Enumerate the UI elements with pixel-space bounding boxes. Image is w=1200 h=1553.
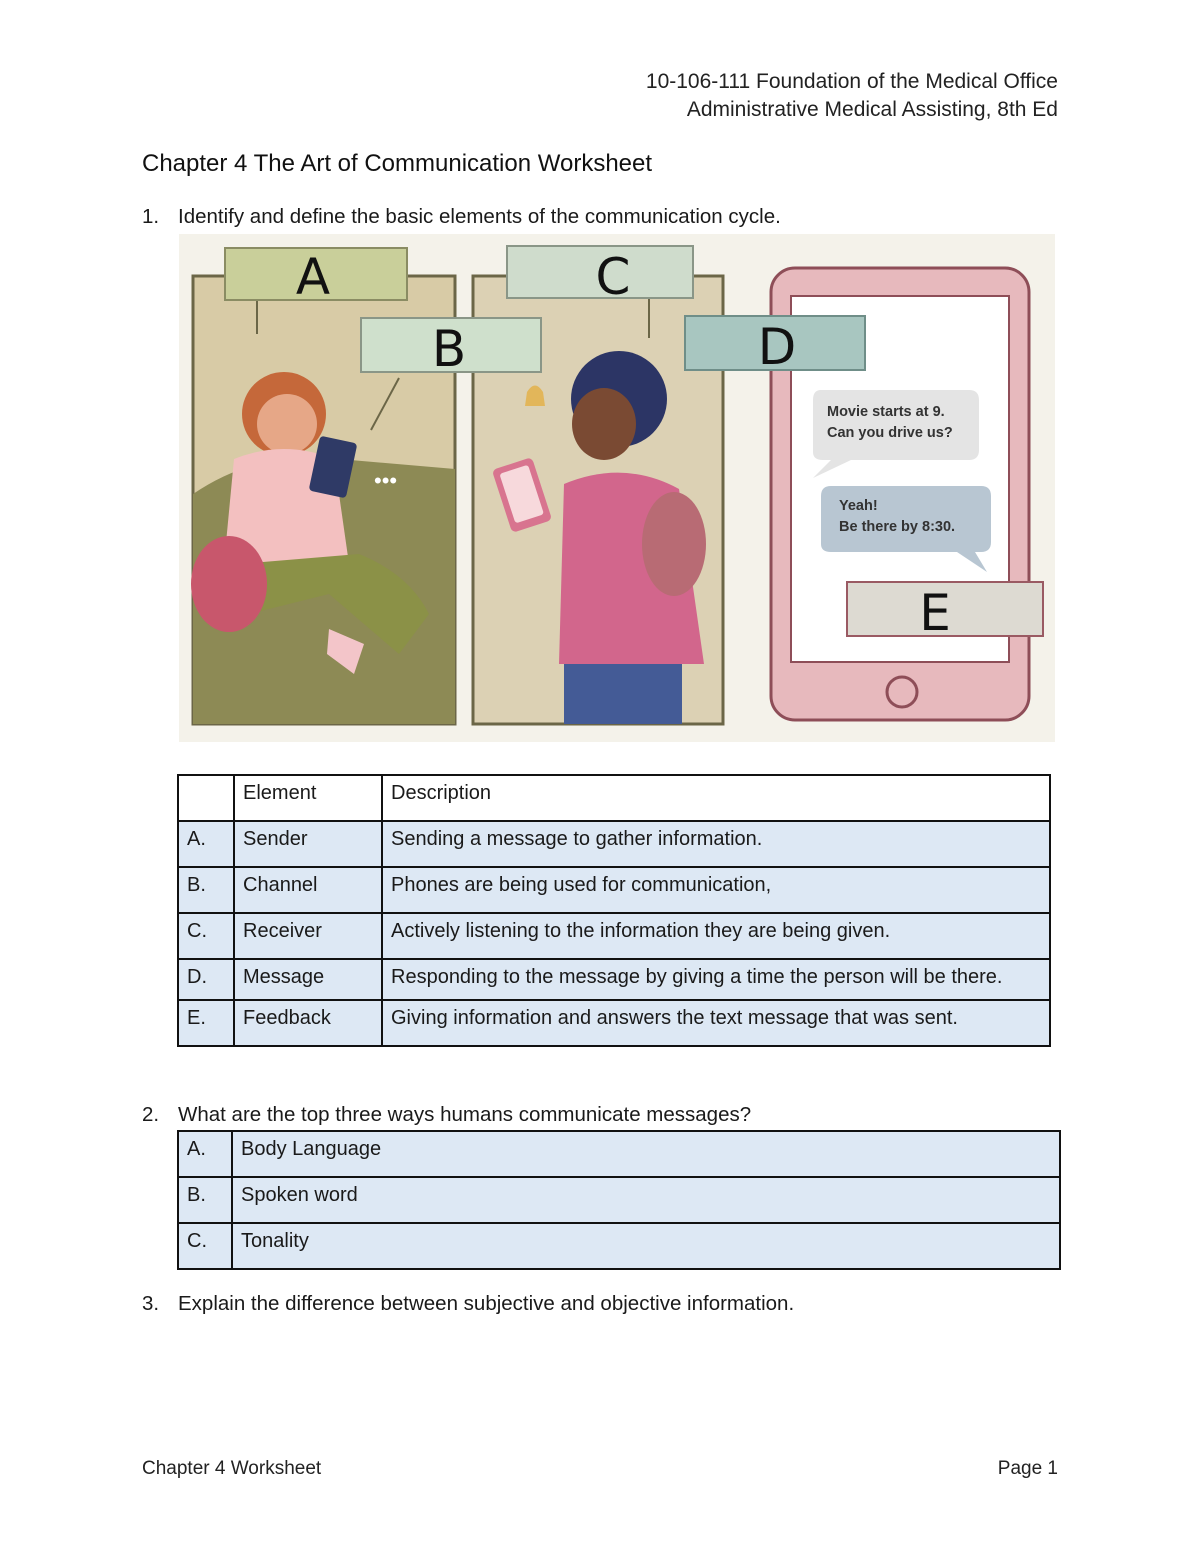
element-cell: Feedback (234, 1000, 382, 1046)
table-row (178, 1177, 1060, 1223)
header-cell: Element (234, 775, 382, 821)
table-header-row (178, 775, 1050, 821)
communication-cycle-illustration (179, 234, 1055, 742)
textbook-line: Administrative Medical Assisting, 8th Ed (686, 98, 1058, 121)
label-a: A (295, 248, 331, 306)
table-row (178, 821, 1050, 867)
question-2 (142, 1103, 751, 1127)
question-number: 2. (142, 1103, 160, 1126)
label-d: D (757, 318, 797, 376)
question-3 (142, 1292, 794, 1316)
table-row (178, 913, 1050, 959)
worksheet-title: Chapter 4 The Art of Communication Worksheet (142, 150, 653, 177)
row-letter: B. (178, 1177, 232, 1223)
document-header (646, 68, 1058, 124)
table-row (178, 867, 1050, 913)
elements-table (177, 774, 1051, 1047)
header-cell: Description (382, 775, 1050, 821)
question-1 (142, 205, 781, 229)
description-cell[interactable]: Phones are being used for communication, (382, 867, 1050, 913)
question-number: 3. (142, 1292, 160, 1315)
row-letter: C. (178, 913, 234, 959)
bubble-1-line-1: Movie starts at 9. (827, 404, 945, 420)
answer-cell[interactable]: Tonality (232, 1223, 1060, 1269)
label-c: C (595, 248, 631, 306)
row-letter: A. (178, 821, 234, 867)
question-number: 1. (142, 205, 160, 228)
row-letter: A. (178, 1131, 232, 1177)
description-cell[interactable]: Responding to the message by giving a time the person will be there. (382, 959, 1050, 1000)
header-cell (178, 775, 234, 821)
table-row (178, 1131, 1060, 1177)
bubble-2-line-1: Yeah! (839, 498, 878, 514)
answer-cell[interactable]: Body Language (232, 1131, 1060, 1177)
label-b: B (431, 320, 467, 378)
row-letter: D. (178, 959, 234, 1000)
bubble-1-line-2: Can you drive us? (827, 425, 953, 441)
question-text: What are the top three ways humans communicate messages? (178, 1103, 752, 1126)
question-text: Identify and define the basic elements of the communication cycle. (178, 205, 781, 228)
description-cell[interactable]: Actively listening to the information they are being given. (382, 913, 1050, 959)
element-cell: Sender (234, 821, 382, 867)
typing-indicator: ••• (374, 468, 398, 493)
question-text: Explain the difference between subjective and objective information. (178, 1292, 795, 1315)
communication-ways-table (177, 1130, 1061, 1270)
table-row (178, 1000, 1050, 1046)
description-cell[interactable]: Giving information and answers the text message that was sent. (382, 1000, 1050, 1046)
element-cell: Channel (234, 867, 382, 913)
row-letter: B. (178, 867, 234, 913)
row-letter: E. (178, 1000, 234, 1046)
table-row (178, 959, 1050, 1000)
element-cell: Receiver (234, 913, 382, 959)
course-line: 10-106-111 Foundation of the Medical Office (645, 70, 1058, 93)
label-e: E (919, 584, 951, 642)
bubble-2-line-2: Be there by 8:30. (839, 519, 956, 535)
description-cell[interactable]: Sending a message to gather information. (382, 821, 1050, 867)
row-letter: C. (178, 1223, 232, 1269)
element-cell: Message (234, 959, 382, 1000)
answer-cell[interactable]: Spoken word (232, 1177, 1060, 1223)
page-number: Page 1 (997, 1458, 1058, 1479)
footer-left: Chapter 4 Worksheet (142, 1458, 322, 1479)
table-row (178, 1223, 1060, 1269)
